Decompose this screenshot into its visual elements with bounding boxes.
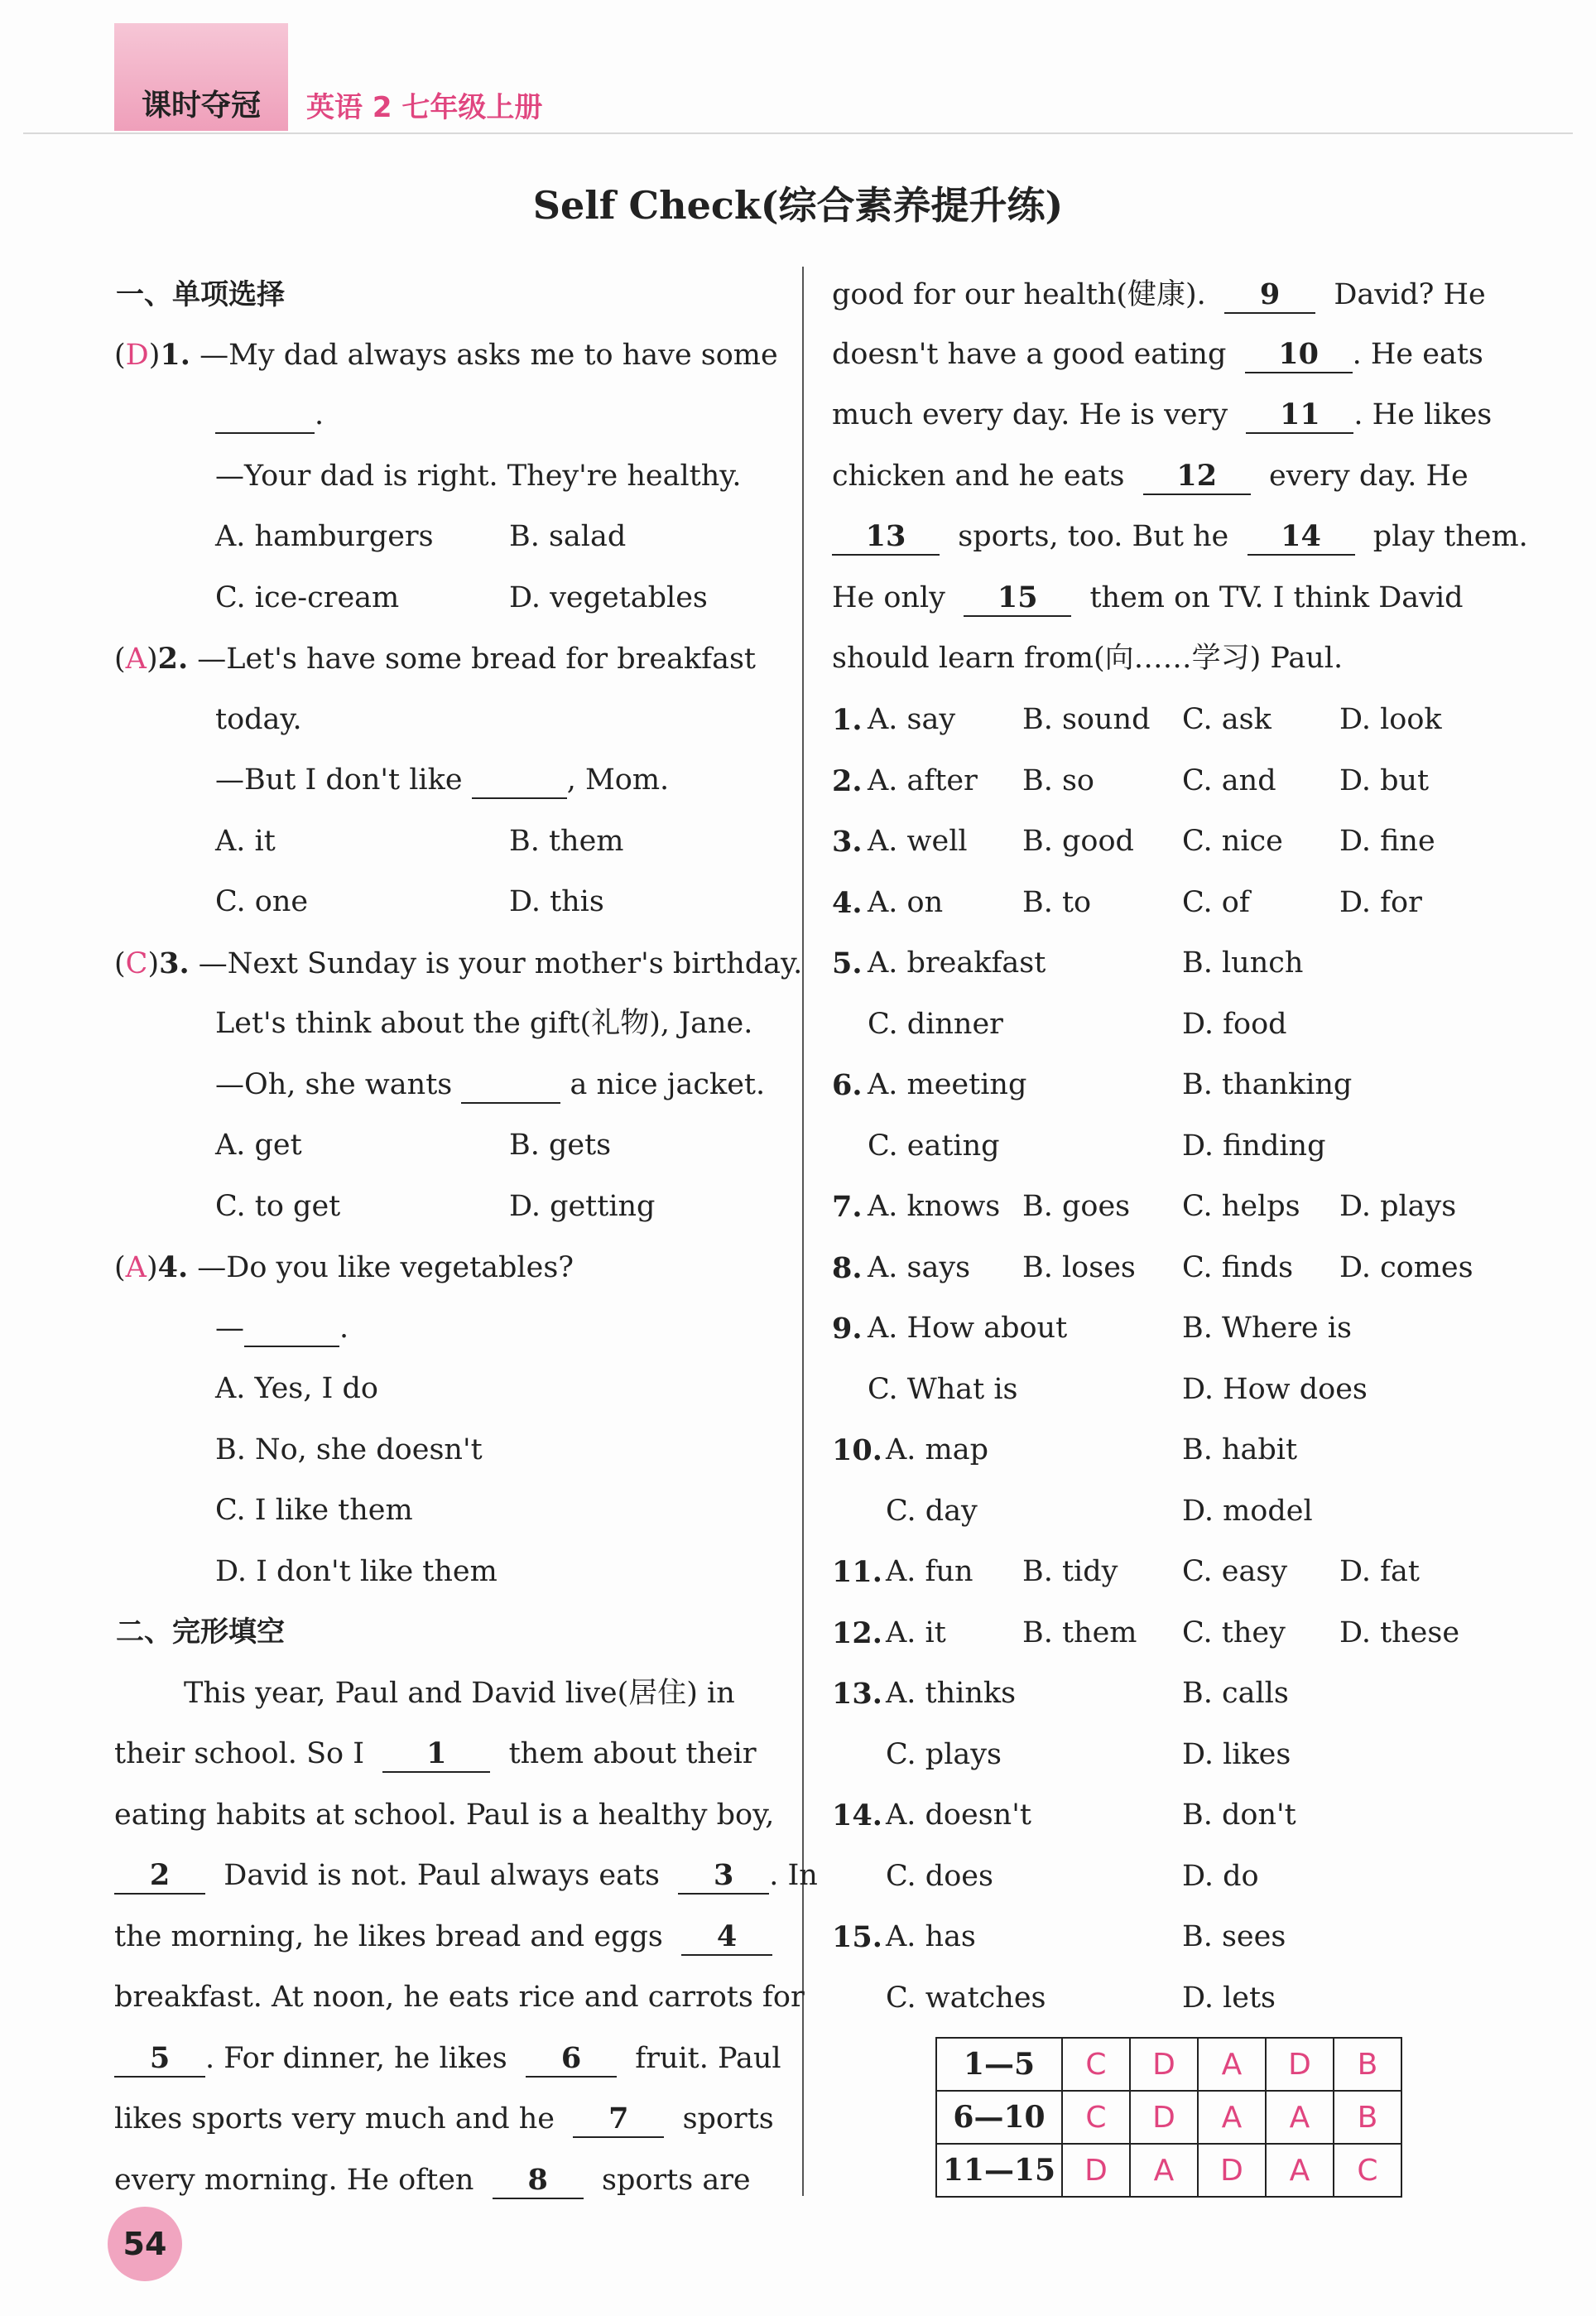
option-b: B. them	[1022, 1615, 1137, 1649]
option-number: 15.	[832, 1920, 882, 1954]
page-number: 54	[108, 2207, 182, 2281]
option-d: D. fat	[1339, 1555, 1420, 1588]
passage-line-16: should learn from(向……学习) Paul.	[832, 642, 1344, 675]
passage-line-13: chicken and he eats 12 every day. He	[832, 446, 1469, 508]
option-c: C. finds	[1182, 1250, 1294, 1284]
passage-line-4: 2 David is not. Paul always eats 3 . In	[114, 1846, 818, 1907]
q4-option-b: B. No, she doesn't	[215, 1433, 483, 1466]
option-a: A. well	[868, 825, 968, 858]
option-d: D. fine	[1339, 825, 1435, 858]
section1-heading: 一、单项选择	[116, 278, 285, 311]
option-a: A. say	[868, 703, 956, 736]
answer-key-cell: A	[1130, 2144, 1198, 2197]
blank-11: 11	[1246, 400, 1353, 434]
option-b: B. habit	[1182, 1433, 1298, 1466]
answer-key-cell: D	[1130, 2038, 1198, 2091]
passage-line-11: doesn't have a good eating 10 . He eats	[832, 325, 1483, 386]
passage-line-2: their school. So I 1 them about their	[114, 1724, 757, 1785]
option-number: 14.	[832, 1798, 882, 1832]
series-label: 课时夺冠	[141, 89, 261, 123]
q4-option-c: C. I like them	[215, 1494, 413, 1527]
answer-key-range: 6—10	[936, 2091, 1062, 2144]
q1-option-b: B. salad	[509, 520, 627, 553]
question-2-cont: today.	[215, 703, 302, 736]
option-number: 8.	[832, 1250, 863, 1285]
answer-key-cell: A	[1266, 2091, 1334, 2144]
blank-9: 9	[1224, 280, 1315, 314]
option-b: B. loses	[1022, 1250, 1136, 1284]
option-b: B. don't	[1182, 1798, 1296, 1832]
answer-key-cell: D	[1266, 2038, 1334, 2091]
blank-12: 12	[1143, 461, 1251, 495]
option-b: B. Where is	[1182, 1312, 1352, 1345]
q1-option-d: D. vegetables	[509, 581, 708, 614]
blank-4: 4	[681, 1922, 772, 1956]
option-number: 1.	[832, 703, 863, 737]
option-b: B. so	[1022, 763, 1095, 797]
blank-6: 6	[526, 2044, 617, 2078]
q2-option-a: A. it	[215, 825, 276, 858]
option-a: A. it	[886, 1615, 946, 1649]
option-d: D. comes	[1339, 1250, 1473, 1284]
option-d: D. How does	[1182, 1372, 1368, 1406]
answer-key-row	[936, 2144, 1401, 2197]
answer-4: A	[125, 1251, 147, 1284]
q4-option-a: A. Yes, I do	[215, 1372, 378, 1405]
option-a: A. How about	[868, 1312, 1068, 1345]
option-a: A. has	[886, 1920, 976, 1953]
q1-option-c: C. ice-cream	[215, 581, 400, 614]
option-number: 3.	[832, 825, 863, 859]
passage-line-9: every morning. He often 8 sports are	[114, 2150, 751, 2212]
series-tag	[114, 23, 288, 131]
blank-8: 8	[493, 2165, 584, 2199]
passage-line-10: good for our health(健康). 9 David? He	[832, 265, 1486, 326]
option-a: A. says	[868, 1250, 971, 1284]
answer-key-cell: C	[1062, 2038, 1130, 2091]
passage-line-8: likes sports very much and he 7 sports	[114, 2089, 774, 2150]
question-3-reply: —Oh, she wants a nice jacket.	[215, 1055, 765, 1116]
option-number: 7.	[832, 1190, 863, 1224]
answer-1: D	[125, 339, 149, 372]
question-4-reply: — .	[215, 1298, 349, 1360]
option-b: B. good	[1022, 825, 1134, 858]
option-b: B. sees	[1182, 1920, 1286, 1953]
book-title: 英语 2 七年级上册	[306, 91, 543, 124]
option-c: C. ask	[1182, 703, 1272, 736]
blank-7: 7	[573, 2104, 664, 2138]
option-a: A. after	[868, 763, 978, 797]
option-number: 4.	[832, 885, 863, 920]
option-c: C. watches	[886, 1981, 1046, 2015]
option-a: A. fun	[886, 1555, 973, 1588]
option-number: 11.	[832, 1555, 882, 1589]
option-d: D. model	[1182, 1494, 1313, 1528]
answer-key-table	[935, 2037, 1402, 2198]
option-a: A. thinks	[886, 1677, 1017, 1710]
option-c: C. of	[1182, 885, 1250, 919]
answer-key-cell: D	[1130, 2091, 1198, 2144]
answer-key-cell: B	[1334, 2038, 1401, 2091]
option-a: A. meeting	[868, 1068, 1027, 1101]
question-3-cont: Let's think about the gift(礼物), Jane.	[215, 1007, 753, 1040]
option-c: C. helps	[1182, 1190, 1300, 1223]
option-c: C. nice	[1182, 825, 1283, 858]
option-c: C. plays	[886, 1737, 1002, 1771]
question-1: (D)1. —My dad always asks me to have some	[114, 338, 778, 372]
option-b: B. tidy	[1022, 1555, 1118, 1588]
option-b: B. calls	[1182, 1677, 1289, 1710]
option-number: 12.	[832, 1615, 882, 1650]
question-2-reply: —But I don't like , Mom.	[215, 750, 669, 811]
option-c: C. dinner	[868, 1007, 1003, 1041]
option-d: D. food	[1182, 1007, 1287, 1041]
option-d: D. plays	[1339, 1190, 1457, 1223]
option-b: B. goes	[1022, 1190, 1131, 1223]
question-1-blank: .	[215, 385, 324, 446]
question-3: (C)3. —Next Sunday is your mother's birthday.	[114, 946, 803, 980]
option-d: D. do	[1182, 1859, 1259, 1893]
option-c: C. does	[886, 1859, 993, 1893]
option-a: A. on	[868, 885, 944, 919]
passage-line-3: eating habits at school. Paul is a healthy boy,	[114, 1798, 775, 1832]
q3-option-b: B. gets	[509, 1129, 612, 1162]
option-number: 13.	[832, 1677, 882, 1711]
blank-15: 15	[964, 583, 1071, 617]
option-d: D. lets	[1182, 1981, 1276, 2015]
option-number: 10.	[832, 1433, 882, 1467]
answer-3: C	[125, 947, 148, 980]
option-d: D. these	[1339, 1615, 1460, 1649]
answer-key-cell: A	[1266, 2144, 1334, 2197]
passage-line-14: 13 sports, too. But he 14 play them.	[832, 507, 1528, 568]
option-c: C. eating	[868, 1129, 1000, 1163]
answer-key-cell: B	[1334, 2091, 1401, 2144]
page-title: Self Check(综合素养提升练)	[532, 183, 1064, 228]
answer-key-range: 1—5	[936, 2038, 1062, 2091]
answer-key-range: 11—15	[936, 2144, 1062, 2197]
blank-5: 5	[114, 2044, 205, 2078]
blank-1: 1	[382, 1739, 490, 1773]
answer-key-cell: C	[1334, 2144, 1401, 2197]
option-c: C. they	[1182, 1615, 1286, 1649]
answer-key-row	[936, 2091, 1401, 2144]
option-b: B. sound	[1022, 703, 1151, 736]
passage-line-15: He only 15 them on TV. I think David	[832, 568, 1464, 629]
option-d: D. but	[1339, 763, 1430, 797]
q2-option-d: D. this	[509, 885, 604, 918]
blank-3: 3	[678, 1861, 769, 1895]
option-c: C. What is	[868, 1372, 1018, 1406]
option-d: D. likes	[1182, 1737, 1291, 1771]
passage-line-7: 5 . For dinner, he likes 6 fruit. Paul	[114, 2029, 781, 2090]
option-d: D. look	[1339, 703, 1442, 736]
passage-line-5: the morning, he likes bread and eggs 4	[114, 1907, 772, 1968]
q2-option-b: B. them	[509, 825, 624, 858]
blank-2: 2	[114, 1861, 205, 1895]
option-d: D. for	[1339, 885, 1422, 919]
q4-option-d: D. I don't like them	[215, 1555, 498, 1588]
section2-heading: 二、完形填空	[116, 1615, 285, 1649]
option-number: 2.	[832, 763, 863, 798]
option-d: D. finding	[1182, 1129, 1326, 1163]
passage-line-6: breakfast. At noon, he eats rice and carrots for	[114, 1981, 805, 2014]
option-a: A. knows	[868, 1190, 1001, 1223]
option-c: C. day	[886, 1494, 978, 1528]
q1-option-a: A. hamburgers	[215, 520, 434, 553]
answer-key-cell: A	[1198, 2038, 1266, 2091]
answer-key-cell: D	[1062, 2144, 1130, 2197]
blank-10: 10	[1245, 339, 1353, 373]
option-number: 9.	[832, 1312, 863, 1346]
option-number: 6.	[832, 1068, 863, 1102]
q2-option-c: C. one	[215, 885, 309, 918]
header-divider	[23, 132, 1573, 134]
option-c: C. and	[1182, 763, 1276, 797]
answer-2: A	[125, 643, 147, 676]
column-divider	[802, 267, 804, 2196]
answer-key-cell: D	[1198, 2144, 1266, 2197]
option-b: B. to	[1022, 885, 1092, 919]
option-a: A. map	[886, 1433, 988, 1466]
option-c: C. easy	[1182, 1555, 1288, 1588]
option-a: A. doesn't	[886, 1798, 1031, 1832]
passage-line-12: much every day. He is very 11 . He likes	[832, 385, 1492, 446]
option-b: B. thanking	[1182, 1068, 1353, 1101]
question-4: (A)4. —Do you like vegetables?	[114, 1250, 574, 1284]
answer-key-cell: A	[1198, 2091, 1266, 2144]
q3-option-a: A. get	[215, 1129, 302, 1162]
q3-option-d: D. getting	[509, 1190, 656, 1223]
answer-key-row	[936, 2038, 1401, 2091]
option-number: 5.	[832, 946, 863, 980]
option-a: A. breakfast	[868, 946, 1046, 980]
q3-option-c: C. to get	[215, 1190, 341, 1223]
option-b: B. lunch	[1182, 946, 1304, 980]
question-2: (A)2. —Let's have some bread for breakfast	[114, 642, 756, 676]
answer-key-cell: C	[1062, 2091, 1130, 2144]
passage-line-1: This year, Paul and David live(居住) in	[184, 1677, 735, 1710]
blank-13: 13	[832, 522, 940, 556]
blank-14: 14	[1247, 522, 1355, 556]
question-1-reply: —Your dad is right. They're healthy.	[215, 460, 742, 493]
